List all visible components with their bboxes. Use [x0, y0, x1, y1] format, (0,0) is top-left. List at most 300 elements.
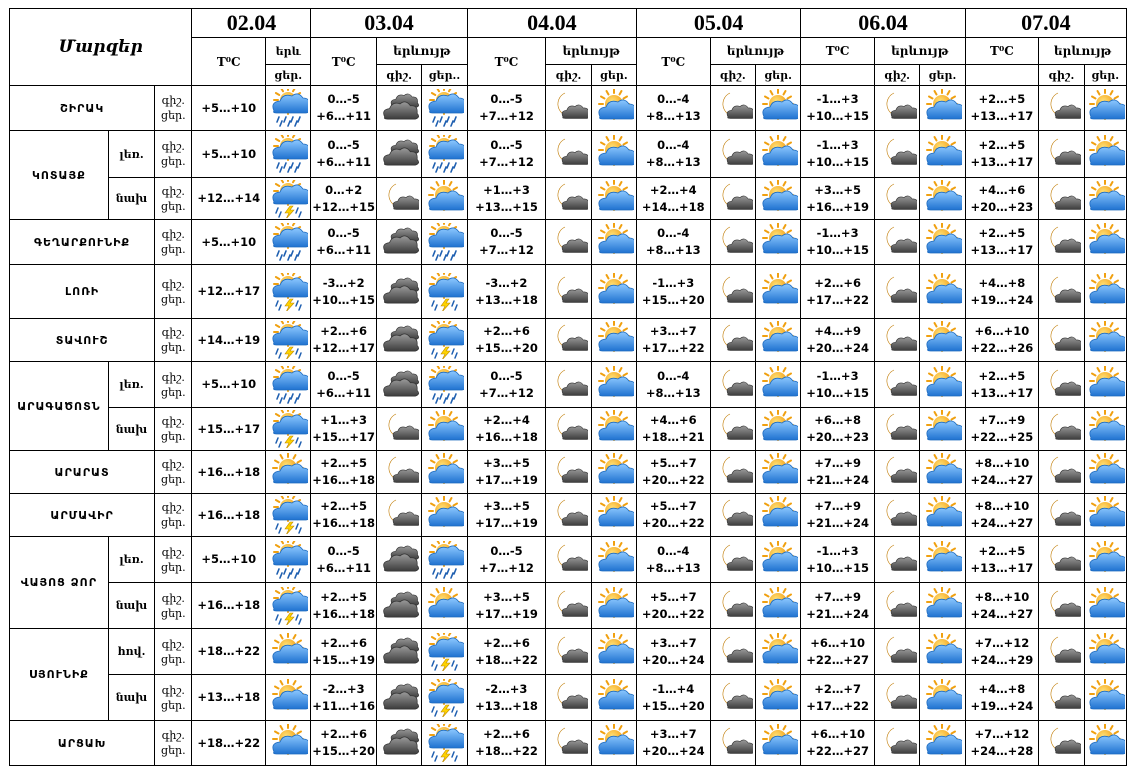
day-temperature: +17…+19 — [475, 606, 538, 621]
day-temperature: +24…+27 — [970, 606, 1034, 621]
subregion-label: հով. — [108, 629, 154, 675]
moon-cloud-icon — [376, 178, 421, 220]
night-temperature: +1…+3 — [320, 413, 368, 427]
temperature-cell — [637, 675, 711, 721]
day-label: ցեր. — [161, 560, 186, 574]
night-temperature: +2…+5 — [978, 226, 1026, 240]
day-temperature: +24…+28 — [970, 744, 1034, 758]
moon-cloud-icon — [710, 362, 755, 408]
night-temperature: +7…+12 — [974, 727, 1030, 741]
subregion-label: նախ — [108, 675, 154, 721]
night-temperature: -2…+3 — [485, 681, 528, 696]
day-temperature: +6…+11 — [316, 155, 372, 169]
time-of-day-label — [155, 86, 192, 131]
day-temperature: +8…+13 — [645, 243, 701, 257]
sun-cloud-icon — [422, 451, 467, 494]
time-of-day-label — [155, 131, 192, 178]
sun-cloud-icon — [1084, 629, 1126, 675]
night-temperature: -1…+4 — [652, 681, 695, 696]
thunderstorm-sun-icon — [422, 721, 467, 766]
sun-cloud-icon — [591, 362, 636, 408]
thunderstorm-sun-icon — [266, 583, 311, 629]
region-row — [10, 494, 1127, 537]
night-temperature: +2…+5 — [320, 499, 368, 513]
night-temperature: +7…+9 — [978, 413, 1026, 427]
phenomenon-header: երևույթ — [546, 38, 637, 65]
temperature-cell — [467, 629, 546, 675]
temperature-cell — [467, 721, 546, 766]
time-of-day-label — [155, 494, 192, 537]
day-temperature: +22…+27 — [806, 744, 869, 758]
night-temperature: +2…+5 — [978, 138, 1026, 152]
night-temperature: +2…+6 — [483, 727, 530, 741]
day-temperature: +14…+18 — [641, 199, 705, 214]
night-label: գիշ. — [161, 184, 185, 198]
rain-cloud-sun-icon — [266, 537, 311, 583]
night-temperature: +7…+9 — [814, 499, 861, 513]
moon-cloud-icon — [1039, 131, 1084, 178]
day-temperature: +21…+24 — [806, 516, 869, 530]
day-temperature: +13…+17 — [970, 560, 1034, 575]
day-temperature: +8…+13 — [645, 385, 701, 400]
day-header: ցեր.. — [422, 65, 467, 86]
day-temperature: +18…+22 — [197, 735, 261, 750]
sun-cloud-icon — [1084, 131, 1126, 178]
day-temperature: +13…+18 — [475, 292, 538, 307]
moon-cloud-icon — [1039, 408, 1084, 451]
day-temperature: +24…+27 — [970, 516, 1034, 530]
temperature-cell — [192, 362, 266, 408]
date-header: 04.04 — [467, 9, 636, 38]
day-header: ցեր. — [755, 65, 800, 86]
temperature-cell — [801, 131, 875, 178]
night-temperature: +4…+8 — [978, 681, 1026, 696]
rain-cloud-sun-icon — [422, 220, 467, 265]
day-temperature: +16…+18 — [197, 507, 261, 522]
region-row — [10, 629, 1127, 675]
day-temperature: +16…+18 — [312, 473, 376, 487]
sun-cloud-icon — [920, 86, 965, 131]
night-label: գիշ. — [161, 326, 185, 339]
temperature-cell — [801, 178, 875, 220]
dark-cloud-icon — [376, 265, 421, 319]
sun-cloud-icon — [755, 220, 800, 265]
sun-cloud-icon — [422, 494, 467, 537]
temp-header: T⁰C — [637, 38, 711, 86]
night-temperature: 0…-5 — [490, 226, 523, 240]
thunderstorm-sun-icon — [422, 675, 467, 721]
temperature-cell — [965, 131, 1039, 178]
night-temperature: +2…+5 — [978, 368, 1026, 383]
day-temperature: +21…+24 — [806, 473, 869, 487]
rain-cloud-sun-icon — [266, 131, 311, 178]
region-name: ԳԵՂԱՐՔՈՒՆԻՔ — [10, 220, 155, 265]
temperature-cell — [311, 265, 377, 319]
temperature-cell — [801, 721, 875, 766]
moon-cloud-icon — [376, 494, 421, 537]
day-temperature: +12…+17 — [197, 284, 261, 298]
sun-cloud-icon — [591, 721, 636, 766]
temperature-cell — [965, 721, 1039, 766]
sun-cloud-icon — [920, 675, 965, 721]
day-temperature: +22…+27 — [806, 652, 869, 667]
time-of-day-label — [155, 408, 192, 451]
moon-cloud-icon — [1039, 537, 1084, 583]
night-header: գիշ. — [710, 65, 755, 86]
moon-cloud-icon — [1039, 721, 1084, 766]
night-temperature: +8…+10 — [974, 589, 1030, 604]
sun-cloud-icon — [755, 675, 800, 721]
temperature-cell — [467, 319, 546, 362]
sun-cloud-icon — [755, 131, 800, 178]
moon-cloud-icon — [874, 220, 919, 265]
sun-cloud-icon — [920, 408, 965, 451]
sun-cloud-icon — [1084, 537, 1126, 583]
moon-cloud-icon — [874, 319, 919, 362]
moon-cloud-icon — [546, 408, 591, 451]
moon-cloud-icon — [710, 86, 755, 131]
moon-cloud-icon — [546, 178, 591, 220]
thunderstorm-sun-icon — [422, 319, 467, 362]
forecast-table — [9, 8, 1127, 766]
temperature-cell — [965, 220, 1039, 265]
temperature-cell — [311, 362, 377, 408]
day-temperature: +14…+19 — [197, 332, 261, 347]
day-temperature: +22…+26 — [970, 341, 1034, 355]
time-of-day-label — [155, 178, 192, 220]
phenomenon-header: երևույթ — [376, 38, 467, 65]
sun-cloud-icon — [1084, 265, 1126, 319]
temperature-cell — [467, 220, 546, 265]
moon-cloud-icon — [1039, 494, 1084, 537]
day-temperature: +16…+18 — [197, 464, 261, 479]
day-temperature: +10…+15 — [806, 243, 869, 257]
moon-cloud-icon — [710, 319, 755, 362]
temperature-cell — [311, 178, 377, 220]
day-temperature: +7…+12 — [479, 109, 534, 123]
temperature-cell — [801, 451, 875, 494]
day-temperature: +5…+10 — [201, 234, 257, 249]
moon-cloud-icon — [546, 131, 591, 178]
sun-cloud-icon — [1084, 675, 1126, 721]
temperature-cell — [467, 451, 546, 494]
region-name: ԱՐԱԳԱԾՈՏՆ — [10, 362, 109, 451]
subregion-label: լեռ. — [108, 362, 154, 408]
sun-cloud-icon — [266, 629, 311, 675]
moon-cloud-icon — [874, 86, 919, 131]
day-temperature: +20…+22 — [641, 606, 705, 621]
sun-cloud-icon — [422, 408, 467, 451]
dark-cloud-icon — [376, 86, 421, 131]
day-temperature: +22…+25 — [970, 430, 1034, 444]
sun-cloud-icon — [591, 319, 636, 362]
thunderstorm-sun-icon — [422, 629, 467, 675]
night-temperature: +6…+10 — [810, 635, 865, 650]
day-temperature: +15…+20 — [312, 744, 376, 758]
region-name: ԿՈՏԱՅՔ — [10, 131, 109, 220]
temperature-cell — [637, 319, 711, 362]
sun-cloud-icon — [755, 408, 800, 451]
night-header: գիշ. — [1039, 65, 1084, 86]
temperature-cell — [801, 583, 875, 629]
day-temperature: +20…+24 — [641, 744, 705, 758]
day-temperature: +15…+17 — [312, 430, 376, 444]
night-temperature: -3…+2 — [322, 275, 365, 290]
region-row — [10, 220, 1127, 265]
day-temperature: +17…+19 — [475, 516, 538, 530]
temperature-cell — [637, 629, 711, 675]
moon-cloud-icon — [874, 408, 919, 451]
sun-cloud-icon — [920, 178, 965, 220]
day-temperature: +7…+12 — [479, 385, 534, 400]
temperature-cell — [192, 494, 266, 537]
day-temperature: +18…+22 — [475, 652, 538, 667]
night-temperature: -1…+3 — [816, 543, 859, 558]
temperature-cell — [192, 265, 266, 319]
dark-cloud-icon — [376, 675, 421, 721]
temperature-cell — [192, 178, 266, 220]
sun-cloud-icon — [755, 86, 800, 131]
temperature-cell — [192, 86, 266, 131]
temperature-cell — [467, 675, 546, 721]
day-temperature: +16…+18 — [197, 598, 261, 612]
moon-cloud-icon — [710, 675, 755, 721]
day-temperature: +20…+23 — [806, 430, 869, 444]
rain-cloud-sun-icon — [266, 220, 311, 265]
day-temperature: +15…+17 — [197, 421, 261, 436]
thunderstorm-sun-icon — [266, 408, 311, 451]
temperature-cell — [311, 86, 377, 131]
dark-cloud-icon — [376, 131, 421, 178]
day-temperature: +16…+18 — [312, 606, 376, 621]
temp-header: T⁰C — [467, 38, 546, 86]
time-of-day-label — [155, 675, 192, 721]
day-temperature: +8…+13 — [645, 560, 701, 575]
phenomenon-header: երևույթ — [710, 38, 801, 65]
temp-header: T⁰C — [192, 38, 266, 86]
temp-header: T⁰C — [965, 38, 1039, 65]
day-label: ցեր. — [161, 385, 186, 399]
region-name: ՇԻՐԱԿ — [10, 86, 155, 131]
temperature-cell — [467, 131, 546, 178]
day-label: ցեր. — [161, 606, 186, 620]
temperature-cell — [801, 265, 875, 319]
day-temperature: +12…+14 — [197, 191, 261, 205]
night-temperature: +8…+10 — [974, 499, 1030, 513]
day-temperature: +15…+20 — [641, 292, 705, 307]
region-row — [10, 319, 1127, 362]
temperature-cell — [637, 131, 711, 178]
day-temperature: +24…+29 — [970, 652, 1034, 667]
night-temperature: +3…+5 — [483, 456, 530, 470]
sun-cloud-icon — [1084, 451, 1126, 494]
temperature-cell — [637, 494, 711, 537]
sun-cloud-icon — [266, 675, 311, 721]
sun-cloud-icon — [755, 721, 800, 766]
temperature-cell — [965, 583, 1039, 629]
thunderstorm-sun-icon — [266, 319, 311, 362]
time-of-day-label — [155, 319, 192, 362]
temperature-cell — [467, 583, 546, 629]
night-temperature: 0…+2 — [325, 182, 363, 197]
day-temperature: +6…+11 — [316, 243, 372, 257]
day-temperature: +12…+17 — [312, 341, 376, 355]
night-label: գիշ. — [161, 683, 185, 697]
sun-cloud-icon — [591, 220, 636, 265]
subregion-label: լեռ. — [108, 537, 154, 583]
night-temperature: +7…+9 — [814, 456, 861, 470]
moon-cloud-icon — [546, 629, 591, 675]
night-label: գիշ. — [161, 370, 185, 384]
region-row — [10, 86, 1127, 131]
moon-cloud-icon — [874, 131, 919, 178]
regions-header: Մարզեր — [10, 9, 192, 86]
sun-cloud-icon — [591, 265, 636, 319]
night-temperature: +2…+5 — [320, 456, 368, 470]
day-header: ցեր. — [1084, 65, 1126, 86]
temperature-cell — [801, 537, 875, 583]
night-temperature: +6…+8 — [814, 413, 861, 427]
sun-cloud-icon — [591, 629, 636, 675]
moon-cloud-icon — [546, 362, 591, 408]
sun-cloud-icon — [920, 629, 965, 675]
sun-cloud-icon — [755, 319, 800, 362]
sun-cloud-icon — [920, 583, 965, 629]
moon-cloud-icon — [546, 675, 591, 721]
night-temperature: 0…-4 — [657, 226, 690, 240]
moon-cloud-icon — [546, 721, 591, 766]
time-of-day-label — [155, 451, 192, 494]
sun-cloud-icon — [591, 675, 636, 721]
date-header: 05.04 — [637, 9, 801, 38]
moon-cloud-icon — [710, 131, 755, 178]
day-temperature: +5…+10 — [201, 100, 257, 115]
time-of-day-label — [155, 537, 192, 583]
night-header: գիշ. — [874, 65, 919, 86]
sun-cloud-icon — [591, 537, 636, 583]
day-temperature: +18…+21 — [641, 430, 705, 444]
dark-cloud-icon — [376, 629, 421, 675]
temperature-cell — [801, 408, 875, 451]
sun-cloud-icon — [591, 178, 636, 220]
temperature-cell — [467, 408, 546, 451]
date-header: 06.04 — [801, 9, 965, 38]
temperature-cell — [311, 537, 377, 583]
region-row — [10, 451, 1127, 494]
day-temperature: +11…+16 — [312, 698, 376, 713]
night-temperature: 0…-5 — [490, 138, 523, 152]
sun-cloud-icon — [920, 220, 965, 265]
moon-cloud-icon — [710, 408, 755, 451]
day-temperature: +18…+22 — [475, 744, 538, 758]
night-temperature: 0…-4 — [657, 368, 690, 383]
night-temperature: -1…+3 — [816, 92, 859, 106]
moon-cloud-icon — [1039, 86, 1084, 131]
day-temperature: +18…+22 — [197, 644, 261, 658]
night-temperature: +3…+5 — [814, 182, 861, 197]
dark-cloud-icon — [376, 721, 421, 766]
night-header: գիշ. — [546, 65, 591, 86]
temperature-cell — [637, 451, 711, 494]
sun-cloud-icon — [591, 583, 636, 629]
region-row — [10, 583, 1127, 629]
region-row — [10, 537, 1127, 583]
moon-cloud-icon — [1039, 220, 1084, 265]
region-row — [10, 408, 1127, 451]
phenomenon-header: երևույթ — [1039, 38, 1127, 65]
day-temperature: +13…+18 — [197, 690, 261, 704]
temperature-cell — [192, 408, 266, 451]
subregion-label: նախ — [108, 408, 154, 451]
forecast-body — [10, 86, 1127, 766]
sun-cloud-icon — [422, 178, 467, 220]
temperature-cell — [467, 362, 546, 408]
temperature-cell — [637, 408, 711, 451]
sun-cloud-icon — [591, 131, 636, 178]
dark-cloud-icon — [376, 362, 421, 408]
night-label: գիշ. — [161, 591, 185, 605]
day-temperature: +5…+10 — [201, 377, 257, 391]
day-temperature: +10…+15 — [806, 155, 869, 169]
temperature-cell — [467, 178, 546, 220]
night-temperature: +1…+3 — [483, 182, 530, 197]
date-header: 02.04 — [192, 9, 311, 38]
sun-cloud-icon — [1084, 583, 1126, 629]
night-temperature: +2…+4 — [483, 413, 530, 427]
moon-cloud-icon — [710, 494, 755, 537]
temperature-cell — [192, 537, 266, 583]
region-row — [10, 265, 1127, 319]
rain-cloud-sun-icon — [422, 537, 467, 583]
day-label: ցեր. — [161, 109, 186, 122]
day-temperature: +13…+17 — [970, 109, 1034, 123]
night-temperature: -3…+2 — [485, 275, 528, 290]
day-label: ցեր. — [161, 430, 186, 443]
night-temperature: +4…+6 — [978, 182, 1026, 197]
day-label: ցեր. — [161, 516, 186, 529]
sun-cloud-icon — [266, 451, 311, 494]
day-label: ցեր. — [161, 698, 186, 712]
subregion-label: լեռ. — [108, 131, 154, 178]
temperature-cell — [311, 675, 377, 721]
day-temperature: +19…+24 — [970, 292, 1034, 307]
moon-cloud-icon — [710, 451, 755, 494]
time-of-day-label — [155, 629, 192, 675]
moon-cloud-icon — [874, 362, 919, 408]
temperature-cell — [965, 319, 1039, 362]
temperature-cell — [637, 220, 711, 265]
day-header: ցեր. — [266, 65, 311, 86]
region-row — [10, 362, 1127, 408]
sun-cloud-icon — [1084, 408, 1126, 451]
moon-cloud-icon — [376, 451, 421, 494]
moon-cloud-icon — [710, 537, 755, 583]
night-temperature: 0…-5 — [327, 92, 360, 106]
thunderstorm-sun-icon — [266, 178, 311, 220]
date-header: 07.04 — [965, 9, 1126, 38]
night-temperature: +7…+12 — [974, 635, 1030, 650]
night-temperature: 0…-5 — [490, 92, 523, 106]
sun-cloud-icon — [755, 583, 800, 629]
night-label: գիշ. — [161, 545, 185, 559]
empty-header — [965, 65, 1039, 86]
temperature-cell — [311, 220, 377, 265]
dark-cloud-icon — [376, 319, 421, 362]
day-temperature: +15…+19 — [312, 652, 376, 667]
temperature-cell — [801, 675, 875, 721]
moon-cloud-icon — [874, 583, 919, 629]
night-temperature: +3…+7 — [649, 635, 697, 650]
